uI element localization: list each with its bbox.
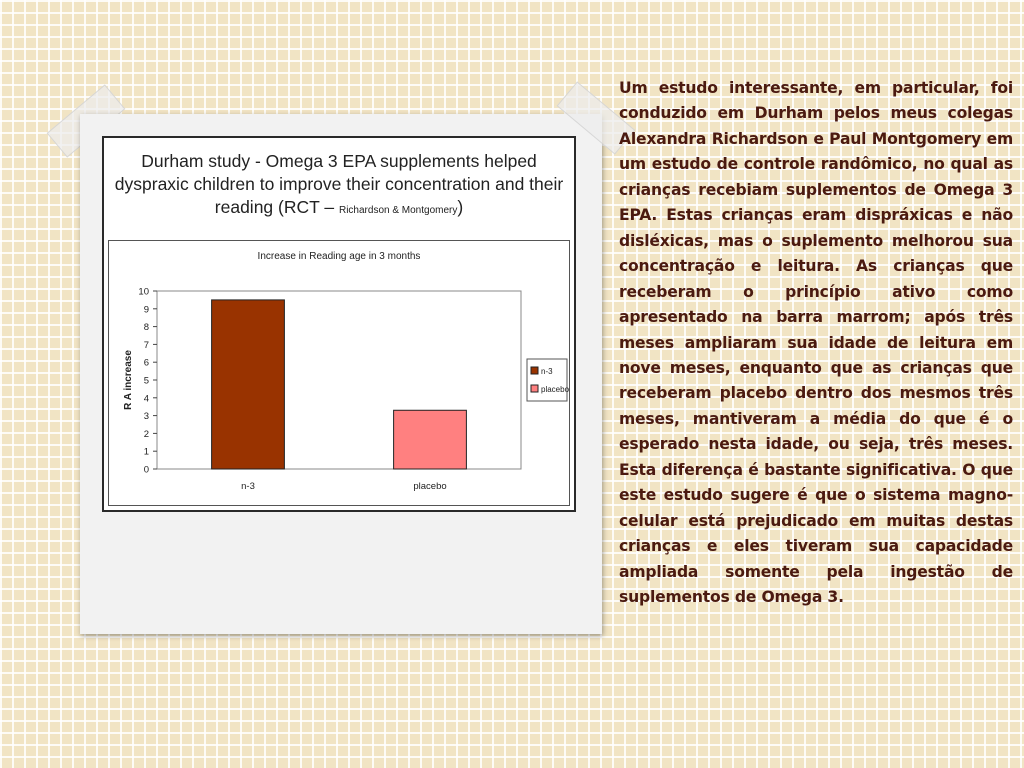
bar-n-3	[212, 300, 285, 469]
y-tick-label: 2	[143, 428, 149, 440]
legend-label: n-3	[541, 367, 553, 376]
y-tick-label: 0	[143, 464, 149, 476]
y-tick-label: 7	[143, 339, 149, 351]
chart-box	[108, 240, 570, 506]
legend-swatch	[531, 385, 538, 392]
chart-slide	[102, 136, 576, 512]
y-tick-label: 9	[143, 304, 149, 316]
legend-label: placebo	[541, 385, 569, 394]
y-tick-label: 8	[143, 322, 149, 334]
x-tick-label: placebo	[413, 481, 447, 492]
y-tick-label: 4	[143, 393, 149, 405]
photo-frame	[80, 114, 602, 634]
bar-chart	[109, 241, 569, 505]
slide-title-close: )	[457, 197, 464, 217]
y-tick-label: 3	[143, 411, 149, 423]
legend-swatch	[531, 367, 538, 374]
chart-title: Increase in Reading age in 3 months	[257, 251, 421, 262]
y-tick-label: 10	[138, 286, 149, 298]
body-text: Um estudo interessante, em particular, foi conduzido em Durham pelos meus colegas Alexandra Richardson e Paul Montgomery em um estudo de controle randômico, no qual as crianças recebiam suplementos de Omega 3 EPA. Estas crianças eram dispráxicas e não disléxicas, mas o suplemento melhorou sua concentração e leitura. As crianças que receberam o princípio ativo como apresentado na barra marrom; após três meses ampliaram sua idade de leitura em nove meses, enquanto que as crianças que receberam placebo dentro dos mesmos três meses, mantiveram a média do que é o esperado nesta idade, ou seja, três meses. Esta diferença é bastante significativa. O que este estudo sugere é que o sistema magno-celular está prejudicado em muitas destas crianças e eles tiveram sua capacidade ampliada somente pela ingestão de suplementos de Omega 3.	[619, 79, 1013, 607]
legend-box	[527, 359, 567, 401]
x-tick-label: n-3	[241, 481, 255, 492]
slide-title-main: Durham study - Omega 3 EPA supplements helped dyspraxic children to improve their concentration and their reading (RCT –	[114, 151, 564, 217]
slide-title-credit: Richardson & Montgomery	[338, 205, 458, 216]
y-tick-label: 5	[143, 375, 149, 387]
slide-title	[110, 150, 568, 222]
bar-placebo	[394, 410, 467, 469]
y-tick-label: 6	[143, 357, 149, 369]
y-axis-label: R A increase	[123, 350, 134, 410]
y-tick-label: 1	[143, 446, 149, 458]
